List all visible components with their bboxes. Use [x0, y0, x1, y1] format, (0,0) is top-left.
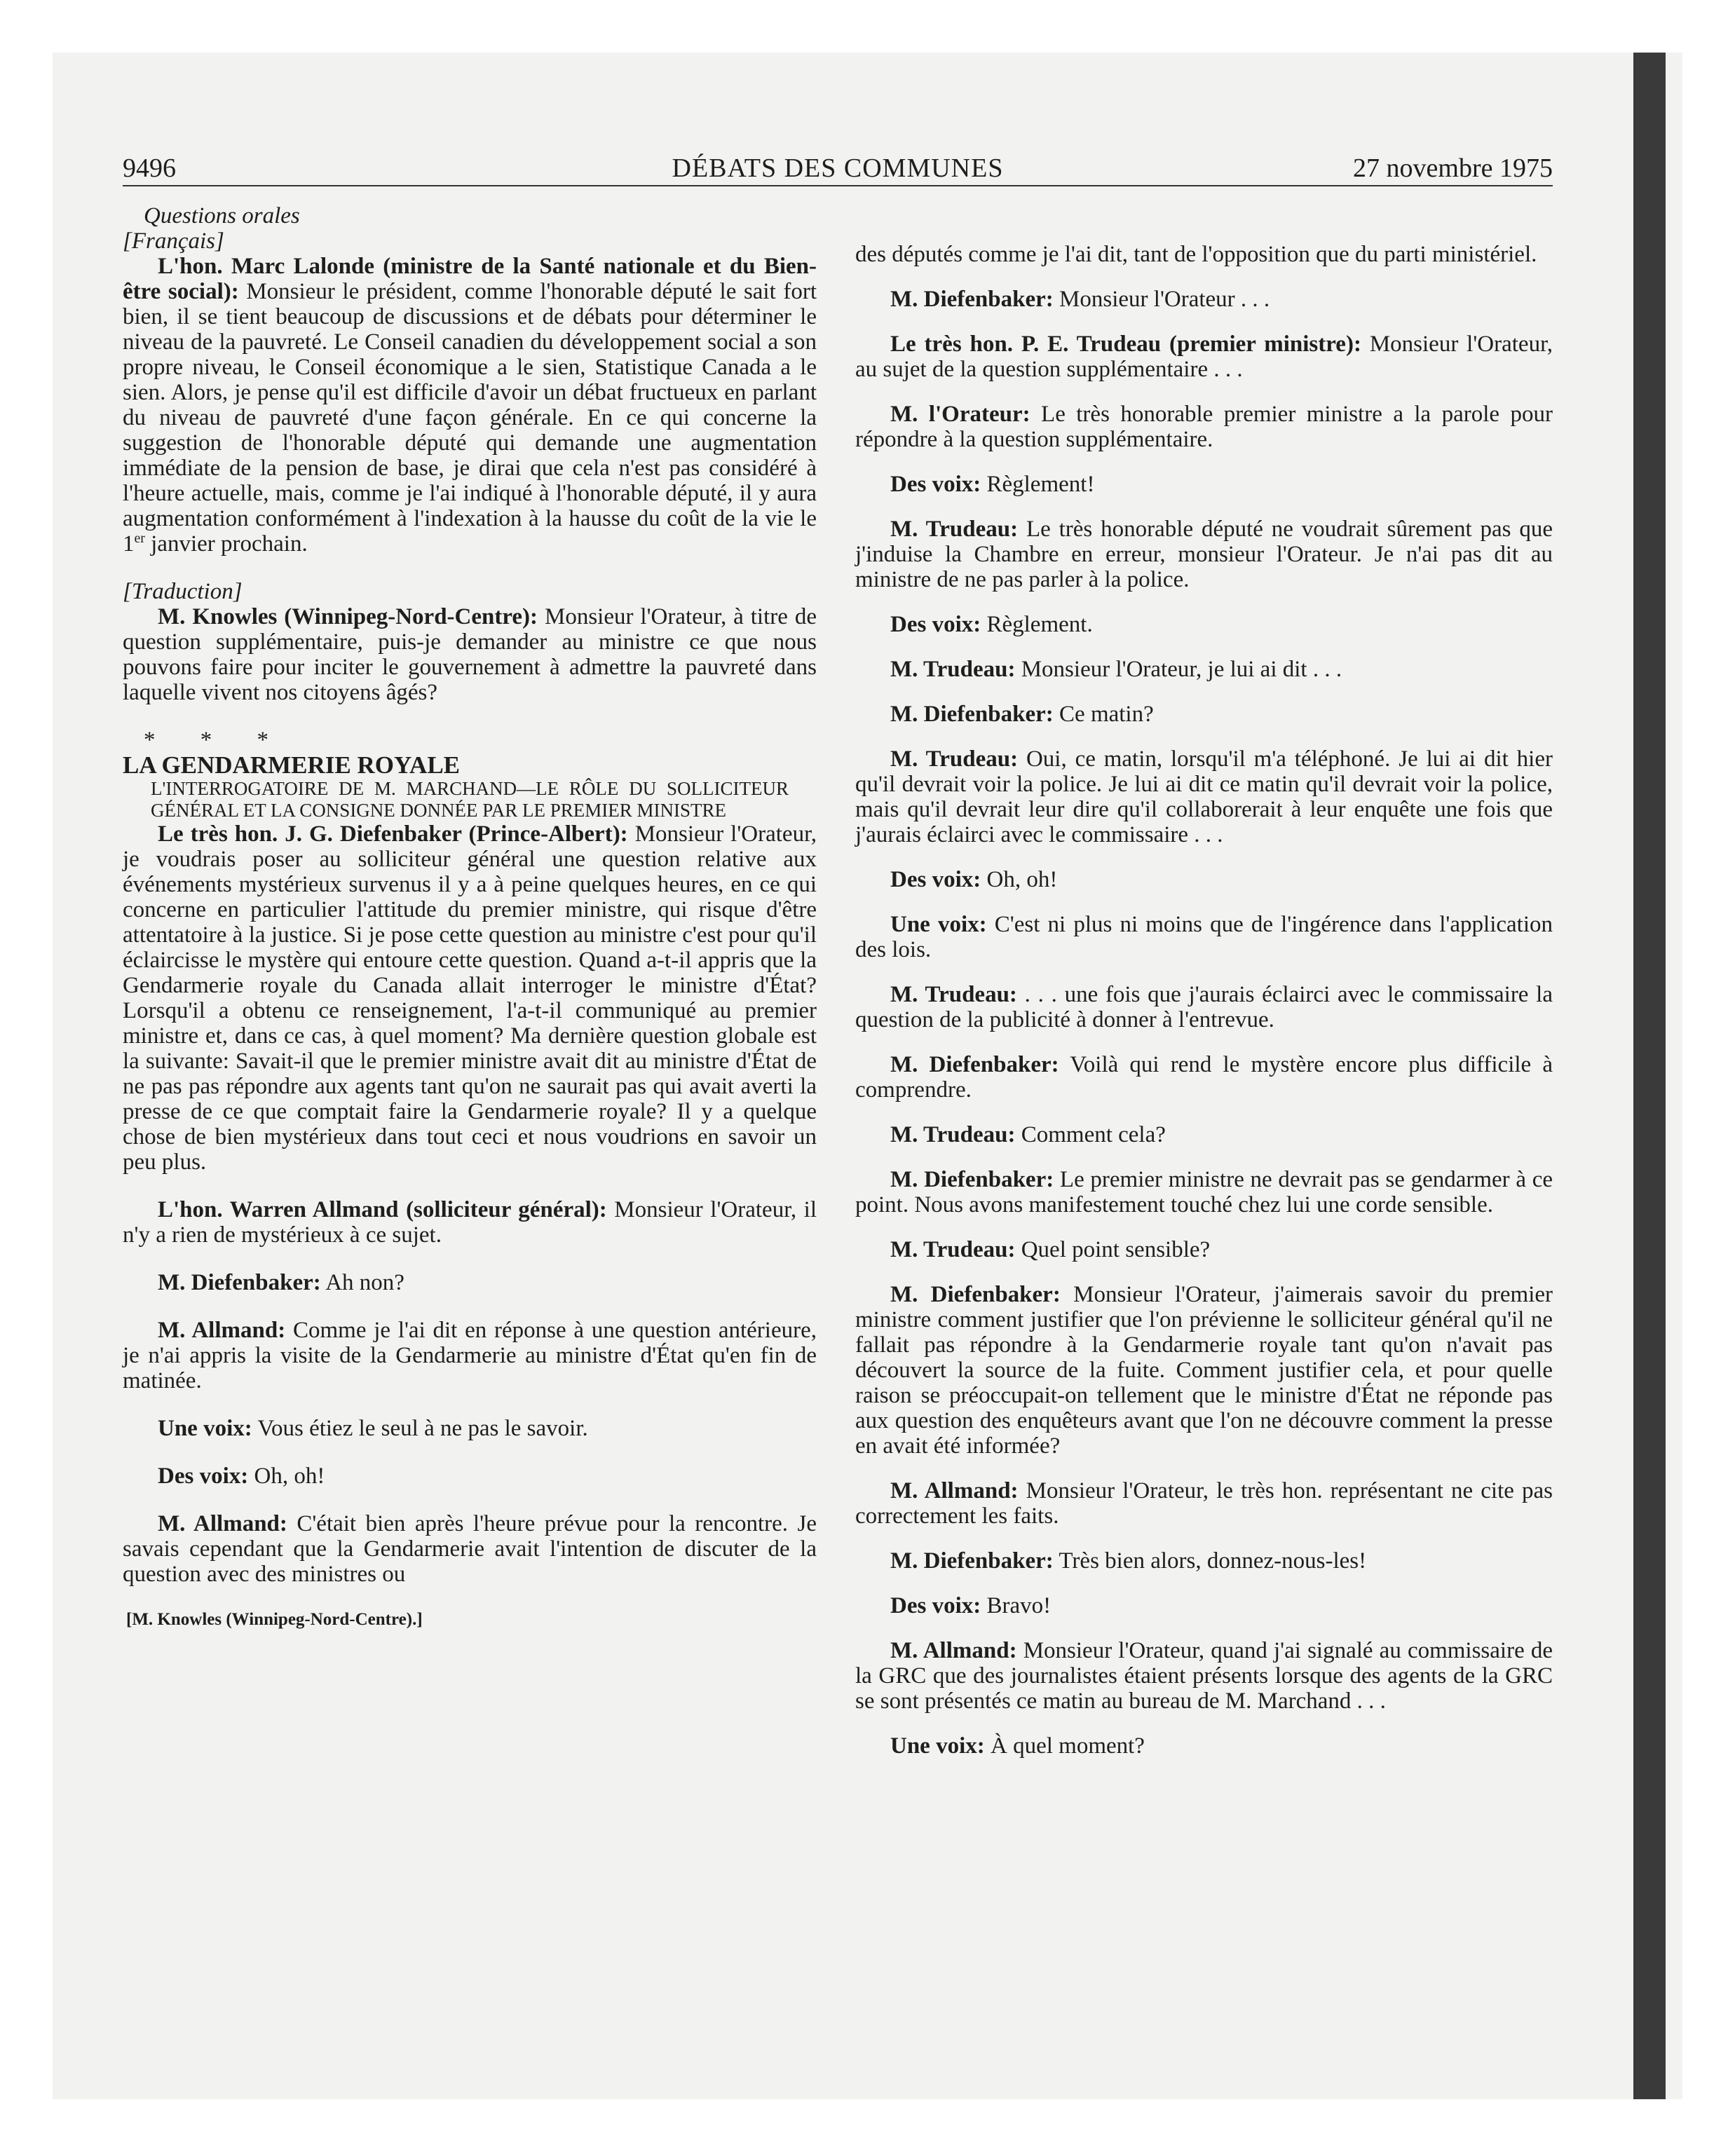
section-separator: * * *: [144, 728, 288, 753]
speaker-name: Des voix:: [890, 612, 981, 637]
speech-text: Monsieur l'Orateur, quand j'ai signalé au commissaire de la GRC que des journalistes étaient présents lorsque des agents de la GRC se sont présentés ce matin au bureau de M. Marchand . . .: [855, 1638, 1553, 1714]
header-rule: [123, 185, 1553, 186]
speech-text: Oh, oh!: [248, 1464, 325, 1489]
right-column: [855, 242, 1553, 1778]
speech-text: Règlement!: [981, 472, 1095, 497]
speaker-name: Le très hon. J. G. Diefenbaker (Prince-Albert):: [158, 821, 628, 847]
speech-entry: [855, 612, 1553, 637]
speech-entry: [855, 1638, 1553, 1714]
speech-text: Très bien alors, donnez-nous-les!: [1053, 1548, 1367, 1574]
continued-text: des députés comme je l'ai dit, tant de l'opposition que du parti ministériel.: [855, 242, 1537, 267]
speech-text: Monsieur l'Orateur, je voudrais poser au solliciteur général une question relative aux événements mystérieux survenus il y a à peine quelques heures, en ce qui concerne en particulier l'attitude du premier ministre, qui risque d'être attentatoire à la justice. Si je pose cette question au ministre c'est pour qu'il éclaircisse le mystère qui entoure cette question. Quand a-t-il appris que la Gendarmerie royale du Canada allait interroger le ministre d'État? Lorsqu'il a obtenu ce renseignement, l'a-t-il communiqué au premier ministre et, dans ce cas, à quel moment? Ma dernière question globale est la suivante: Savait-il que le premier ministre avait dit au ministre d'État de ne pas pas répondre aux agents tant qu'on ne saurait pas qui avait averti la presse de ce que comptait faire la Gendarmerie royale? Il y a quelque chose de bien mystérieux dans tout ceci et nous voudrions en savoir un peu plus.: [123, 821, 817, 1175]
speech-text: Quel point sensible?: [1015, 1237, 1211, 1262]
speech-text: Ce matin?: [1053, 702, 1154, 727]
speaker-name: Une voix:: [158, 1416, 252, 1441]
speech-entry: [855, 287, 1553, 312]
speaker-name: M. Trudeau:: [890, 746, 1019, 772]
speech-entry: [855, 912, 1553, 962]
speech-text-end: janvier prochain.: [144, 531, 308, 557]
speaker-name: M. l'Orateur:: [890, 402, 1030, 427]
speaker-name: M. Diefenbaker:: [158, 1270, 321, 1295]
scan-edge-shadow: [1633, 53, 1666, 2099]
speech-entry: [855, 1122, 1553, 1147]
speaker-name: M. Trudeau:: [890, 1122, 1016, 1147]
speaker-name: Des voix:: [890, 1593, 981, 1618]
speaker-name: Le très hon. P. E. Trudeau (premier ministre):: [890, 332, 1361, 357]
language-marker-francais: [Français]: [123, 228, 224, 254]
speech-entry: [855, 657, 1553, 682]
speech-text: Monsieur l'Orateur . . .: [1053, 287, 1270, 312]
speech-text: Le premier ministre ne devrait pas se gendarmer à ce point. Nous avons manifestement touché chez lui une corde sensible.: [855, 1167, 1553, 1217]
speech-text: Comme je l'ai dit en réponse à une question antérieure, je n'ai appris la visite de la Gendarmerie au ministre d'État qu'en fin de matinée.: [123, 1318, 817, 1393]
speaker-name: M. Knowles (Winnipeg-Nord-Centre):: [158, 604, 538, 629]
speaker-name: M. Trudeau:: [890, 657, 1016, 682]
speaker-name: M. Allmand:: [158, 1318, 286, 1343]
speech-entry: [855, 332, 1553, 382]
speech-entry: [855, 867, 1553, 892]
speech-knowles: [123, 604, 817, 705]
speaker-name: M. Allmand:: [890, 1478, 1019, 1503]
speech-entry: [855, 982, 1553, 1032]
speech-text: Comment cela?: [1015, 1122, 1166, 1147]
speech-entry: [855, 1237, 1553, 1262]
speech-text: Monsieur l'Orateur, à titre de question supplémentaire, puis-je demander au ministre ce que nous pouvons faire pour inciter le gouvernement à admettre la pauvreté dans laquelle vivent nos citoyens âgés?: [123, 604, 817, 705]
speaker-name: M. Diefenbaker:: [890, 702, 1054, 727]
speech-entry: [123, 821, 817, 1175]
speech-text: Monsieur le président, comme l'honorable député le sait fort bien, il se tient beaucoup de discussions et de débats pour déterminer le niveau de la pauvreté. Le Conseil canadien du développement social a son propre niveau, le Conseil économique a le sien, Statistique Canada a le sien. Alors, je pense qu'il est difficile d'avoir un débat fructueux en parlant du niveau de pauvreté d'une façon générale. En ce qui concerne la suggestion de l'honorable député qui demande une augmentation immédiate de la pension de base, je dirai que cela n'est pas considéré à l'heure actuelle, mais, comme je l'ai indiqué à l'honorable député, il y aura augmentation conformément à l'indexation à la hausse du coût de la vie le 1: [123, 279, 817, 557]
speech-text: Voilà qui rend le mystère encore plus difficile à comprendre.: [855, 1052, 1553, 1103]
speech-text: À quel moment?: [984, 1733, 1145, 1759]
speech-text: . . . une fois que j'aurais éclairci avec le commissaire la question de la publicité à donner à l'entrevue.: [855, 982, 1553, 1032]
speaker-name: M. Diefenbaker:: [890, 1282, 1061, 1307]
speech-text: Monsieur l'Orateur, je lui ai dit . . .: [1015, 657, 1342, 682]
speaker-name: M. Allmand:: [158, 1511, 287, 1536]
speaker-name: L'hon. Marc Lalonde (ministre de la Santé nationale et du Bien-être social):: [123, 254, 817, 304]
section-heading: LA GENDARMERIE ROYALE: [123, 751, 461, 779]
speech-entry: [123, 1511, 817, 1587]
ordinal-superscript: er: [134, 531, 145, 546]
speech-entry: [123, 1416, 817, 1441]
speech-entry: [855, 1282, 1553, 1459]
speech-text: Vous étiez le seul à ne pas le savoir.: [252, 1416, 588, 1441]
speaker-name: M. Diefenbaker:: [890, 1548, 1054, 1574]
speech-entry: [855, 402, 1553, 452]
speech-entry: [855, 517, 1553, 592]
speech-entry: [123, 1318, 817, 1393]
speaker-name: M. Diefenbaker:: [890, 1052, 1059, 1077]
speech-entry: [855, 1167, 1553, 1217]
speaker-name: L'hon. Warren Allmand (solliciteur général):: [158, 1197, 607, 1222]
language-marker-traduction: [Traduction]: [123, 579, 243, 604]
speech-text: Oui, ce matin, lorsqu'il m'a téléphoné. Je lui ai dit hier qu'il devrait voir la police. Je lui ai dit ce matin qu'il devrait voir la police, mais qu'il devrait leur dire qu'il collaborerait à leur enquête une fois que j'aurais éclairci avec le commissaire . . .: [855, 746, 1553, 847]
left-speech-list: [123, 821, 817, 1587]
publication-date: 27 novembre 1975: [1353, 153, 1553, 183]
speech-text: Le très honorable premier ministre a la parole pour répondre à la question supplémentaire.: [855, 402, 1553, 452]
left-column: [123, 203, 817, 1630]
speaker-name: M. Trudeau:: [890, 517, 1019, 542]
speech-entry: [123, 1270, 817, 1295]
speaker-name: M. Trudeau:: [890, 1237, 1016, 1262]
speech-text: Ah non?: [320, 1270, 404, 1295]
speaker-name: Des voix:: [890, 867, 981, 892]
speech-entry: [123, 1464, 817, 1489]
speech-text: C'est ni plus ni moins que de l'ingérence dans l'application des lois.: [855, 912, 1553, 962]
publication-title: DÉBATS DES COMMUNES: [672, 153, 1004, 183]
right-speech-list: [855, 287, 1553, 1759]
speech-text: Oh, oh!: [981, 867, 1058, 892]
speaker-name: M. Diefenbaker:: [890, 287, 1054, 312]
speaker-name: Des voix:: [890, 472, 981, 497]
speech-text: Monsieur l'Orateur, j'aimerais savoir du premier ministre comment justifier que l'on prévienne le solliciteur général qu'il ne fallait pas répondre à la Gendarmerie royale tant qu'on n'avait pas découvert la source de la fuite. Comment justifier cela, et pour quelle raison se préoccupait-on tellement que le ministre d'État ne réponde pas aux question des enquêteurs avant que l'on ne découvre comment la presse en avait été informée?: [855, 1282, 1553, 1459]
speaker-name: M. Trudeau:: [890, 982, 1017, 1007]
speaker-name: M. Diefenbaker:: [890, 1167, 1054, 1192]
speech-entry: [855, 1052, 1553, 1103]
speaker-name: Une voix:: [890, 912, 987, 937]
speech-entry: [855, 472, 1553, 497]
speech-text: Le très honorable député ne voudrait sûrement pas que j'induise la Chambre en erreur, monsieur l'Orateur. Je n'ai pas dit au ministre de ne pas parler à la police.: [855, 517, 1553, 592]
speech-entry: [123, 1197, 817, 1248]
speech-entry: [855, 1733, 1553, 1759]
speech-entry: [855, 1478, 1553, 1529]
speech-text: Monsieur l'Orateur, le très hon. représentant ne cite pas correctement les faits.: [855, 1478, 1553, 1529]
speech-text: Règlement.: [981, 612, 1093, 637]
speaker-name: M. Allmand:: [890, 1638, 1017, 1663]
speech-text: Monsieur l'Orateur, il n'y a rien de mystérieux à ce sujet.: [123, 1197, 817, 1248]
speech-lalonde: [123, 254, 817, 557]
speaker-name: Des voix:: [158, 1464, 249, 1489]
sub-heading: L'INTERROGATOIRE DE M. MARCHAND—LE RÔLE DU SOLLICITEUR GÉNÉRAL ET LA CONSIGNE DONNÉE PAR LE PREMIER MINISTRE: [151, 778, 789, 821]
speech-entry: [855, 1548, 1553, 1574]
page-number: 9496: [123, 153, 176, 183]
speech-text: C'était bien après l'heure prévue pour la rencontre. Je savais cependant que la Gendarmerie avait l'intention de discuter de la question avec des ministres ou: [123, 1511, 817, 1587]
speaker-name: Une voix:: [890, 1733, 985, 1759]
section-running-title: Questions orales: [144, 203, 300, 228]
speech-text: Bravo!: [981, 1593, 1052, 1618]
speech-text: Monsieur l'Orateur, au sujet de la question supplémentaire . . .: [855, 332, 1553, 382]
running-header: [123, 151, 1553, 186]
speech-entry: [855, 1593, 1553, 1618]
speech-entry: [855, 702, 1553, 727]
footnote: [M. Knowles (Winnipeg-Nord-Centre).]: [126, 1610, 423, 1629]
speech-entry: [855, 746, 1553, 847]
